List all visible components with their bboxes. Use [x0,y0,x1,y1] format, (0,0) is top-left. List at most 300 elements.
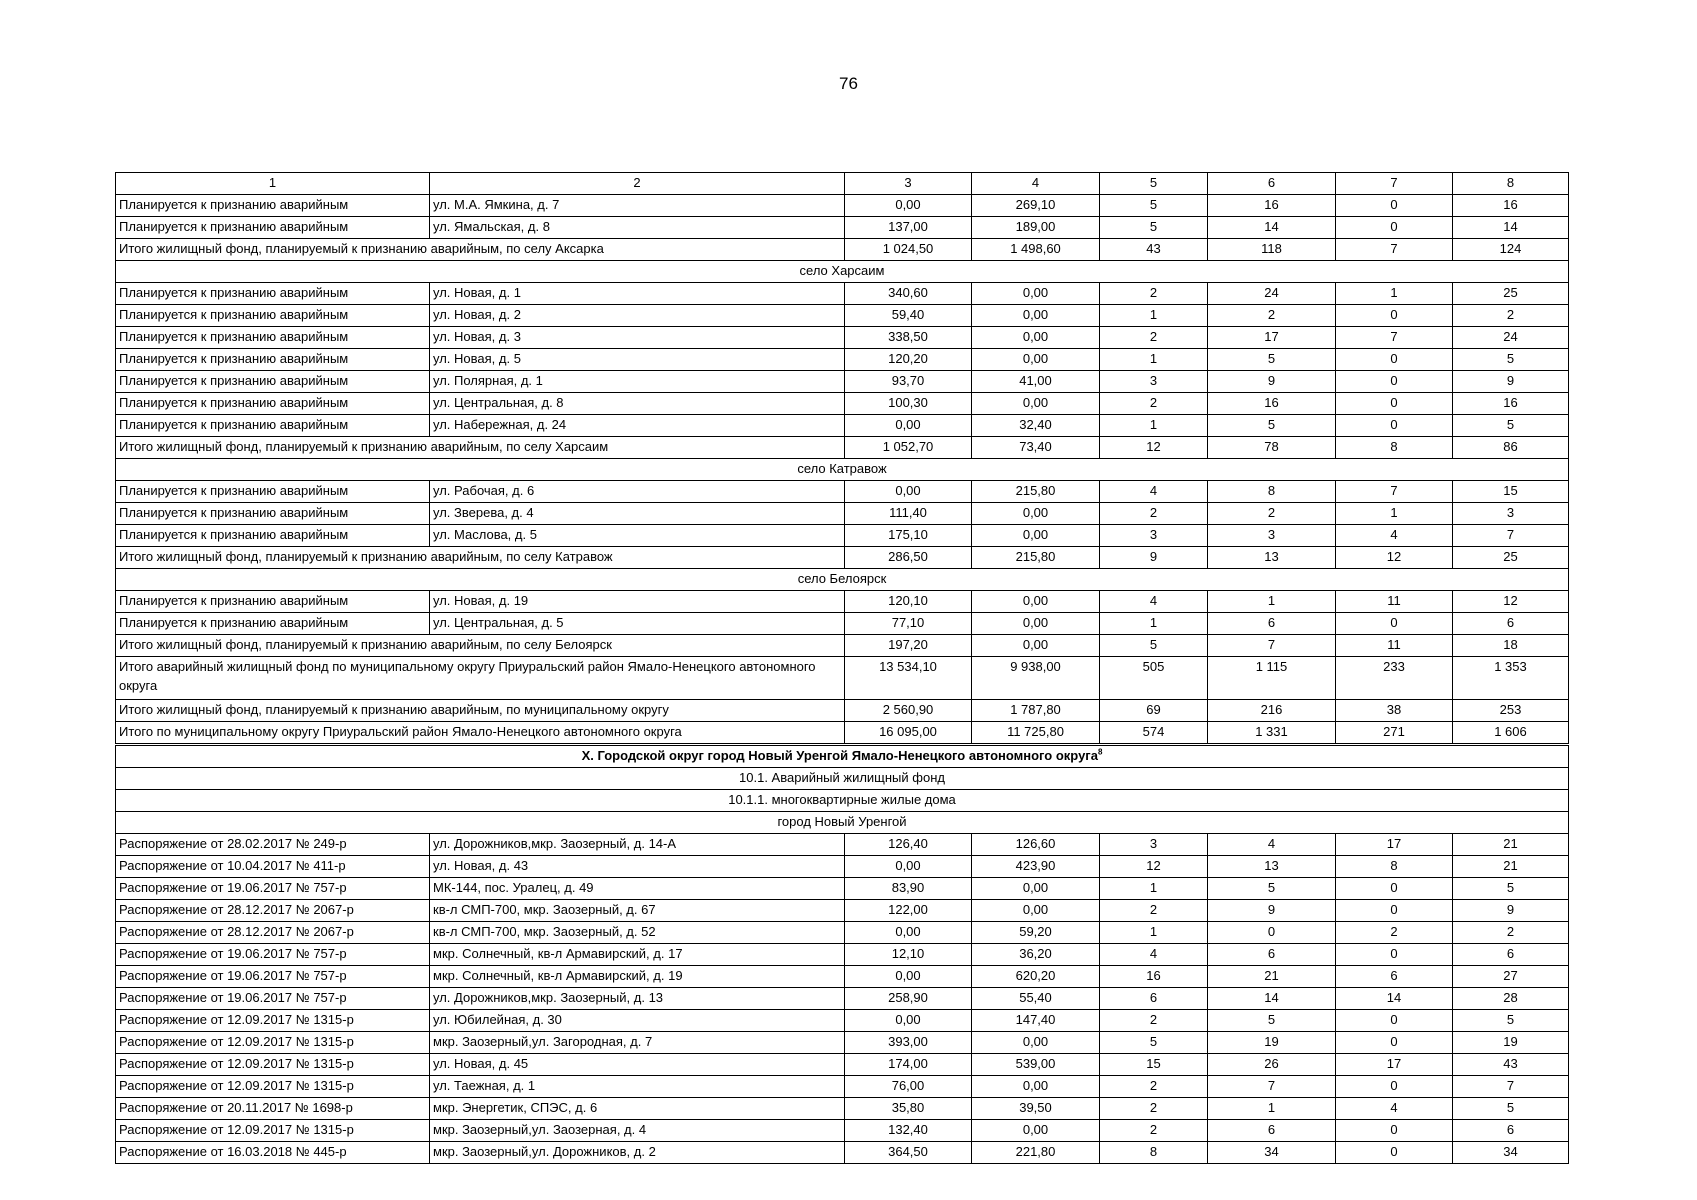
total-label: Итого жилищный фонд, планируемый к признанию аварийным, по селу Аксарка [116,239,845,261]
value-cell: 0 [1208,922,1336,944]
address-cell: ул. Центральная, д. 8 [430,393,845,415]
section-label: 10.1. Аварийный жилищный фонд [116,768,1569,790]
document-cell: Планируется к признанию аварийным [116,327,430,349]
address-cell: кв-л СМП-700, мкр. Заозерный, д. 67 [430,900,845,922]
table-row [116,195,1569,217]
value-cell: 5 [1453,878,1569,900]
value-cell: 5 [1100,217,1208,239]
address-cell: мкр. Солнечный, кв-л Армавирский, д. 17 [430,944,845,966]
value-cell: 147,40 [972,1010,1100,1032]
document-cell: Планируется к признанию аварийным [116,371,430,393]
value-cell: 111,40 [845,503,972,525]
value-cell: 14 [1208,988,1336,1010]
value-cell: 28 [1453,988,1569,1010]
total-value-cell: 197,20 [845,635,972,657]
value-cell: 16 [1453,393,1569,415]
document-cell: Распоряжение от 19.06.2017 № 757-р [116,966,430,988]
value-cell: 16 [1208,195,1336,217]
value-cell: 364,50 [845,1142,972,1164]
value-cell: 5 [1208,415,1336,437]
section-row [116,768,1569,790]
section-label: село Харсаим [116,261,1569,283]
value-cell: 3 [1208,525,1336,547]
header-cell: 7 [1336,173,1453,195]
value-cell: 0,00 [972,878,1100,900]
value-cell: 175,10 [845,525,972,547]
section-label: 10.1.1. многоквартирные жилые дома [116,790,1569,812]
table-row [116,834,1569,856]
address-cell: ул. Дорожников,мкр. Заозерный, д. 14-А [430,834,845,856]
table-row [116,1076,1569,1098]
value-cell: 34 [1453,1142,1569,1164]
table-row [116,525,1569,547]
value-cell: 620,20 [972,966,1100,988]
value-cell: 120,20 [845,349,972,371]
value-cell: 6 [1208,613,1336,635]
value-cell: 0,00 [845,415,972,437]
header-cell: 6 [1208,173,1336,195]
value-cell: 100,30 [845,393,972,415]
address-cell: ул. Ямальская, д. 8 [430,217,845,239]
value-cell: 4 [1100,944,1208,966]
document-cell: Распоряжение от 19.06.2017 № 757-р [116,878,430,900]
value-cell: 1 [1100,878,1208,900]
document-cell: Планируется к признанию аварийным [116,283,430,305]
value-cell: 43 [1453,1054,1569,1076]
total-value-cell: 7 [1336,239,1453,261]
table-row [116,1098,1569,1120]
value-cell: 7 [1336,481,1453,503]
value-cell: 3 [1100,834,1208,856]
value-cell: 2 [1100,1076,1208,1098]
value-cell: 338,50 [845,327,972,349]
table-row [116,966,1569,988]
value-cell: 0,00 [972,591,1100,613]
document-cell: Распоряжение от 12.09.2017 № 1315-р [116,1120,430,1142]
table-row [116,1142,1569,1164]
total-value-cell: 69 [1100,700,1208,722]
value-cell: 137,00 [845,217,972,239]
total-row [116,547,1569,569]
total-value-cell: 1 331 [1208,722,1336,745]
value-cell: 21 [1208,966,1336,988]
address-cell: мкр. Солнечный, кв-л Армавирский, д. 19 [430,966,845,988]
value-cell: 7 [1453,1076,1569,1098]
value-cell: 221,80 [972,1142,1100,1164]
total-value-cell: 12 [1336,547,1453,569]
value-cell: 21 [1453,834,1569,856]
header-row [116,173,1569,195]
value-cell: 0 [1336,415,1453,437]
value-cell: 7 [1208,1076,1336,1098]
value-cell: 24 [1208,283,1336,305]
value-cell: 2 [1100,900,1208,922]
address-cell: ул. Набережная, д. 24 [430,415,845,437]
table-row [116,415,1569,437]
value-cell: 0,00 [972,327,1100,349]
total-row [116,437,1569,459]
document-cell: Распоряжение от 28.12.2017 № 2067-р [116,922,430,944]
value-cell: 126,60 [972,834,1100,856]
value-cell: 0 [1336,1010,1453,1032]
value-cell: 2 [1100,1098,1208,1120]
address-cell: ул. Новая, д. 5 [430,349,845,371]
section-label: село Катравож [116,459,1569,481]
value-cell: 7 [1453,525,1569,547]
value-cell: 0 [1336,944,1453,966]
value-cell: 0 [1336,371,1453,393]
section-row [116,569,1569,591]
table-row [116,1010,1569,1032]
value-cell: 6 [1453,1120,1569,1142]
value-cell: 14 [1208,217,1336,239]
table-row [116,349,1569,371]
value-cell: 6 [1453,613,1569,635]
value-cell: 12 [1100,856,1208,878]
total-value-cell: 574 [1100,722,1208,745]
value-cell: 122,00 [845,900,972,922]
document-cell: Планируется к признанию аварийным [116,591,430,613]
value-cell: 0 [1336,1032,1453,1054]
address-cell: ул. Зверева, д. 4 [430,503,845,525]
total-value-cell: 0,00 [972,635,1100,657]
value-cell: 16 [1453,195,1569,217]
value-cell: 8 [1100,1142,1208,1164]
total-value-cell: 13 534,10 [845,657,972,700]
total-value-cell: 73,40 [972,437,1100,459]
value-cell: 4 [1336,1098,1453,1120]
value-cell: 93,70 [845,371,972,393]
value-cell: 36,20 [972,944,1100,966]
value-cell: 539,00 [972,1054,1100,1076]
value-cell: 14 [1453,217,1569,239]
value-cell: 174,00 [845,1054,972,1076]
value-cell: 19 [1208,1032,1336,1054]
section-row [116,459,1569,481]
total-value-cell: 505 [1100,657,1208,700]
chapter-heading-text: X. Городской округ город Новый Уренгой Ямало-Ненецкого автономного округа [581,748,1098,763]
table-row [116,1054,1569,1076]
total-value-cell: 25 [1453,547,1569,569]
value-cell: 0,00 [972,525,1100,547]
value-cell: 0 [1336,393,1453,415]
table-row [116,944,1569,966]
total-label: Итого жилищный фонд, планируемый к признанию аварийным, по муниципальному округу [116,700,845,722]
value-cell: 1 [1100,415,1208,437]
total-value-cell: 86 [1453,437,1569,459]
table-row [116,1032,1569,1054]
value-cell: 17 [1336,1054,1453,1076]
value-cell: 2 [1336,922,1453,944]
value-cell: 12 [1453,591,1569,613]
total-row [116,657,1569,700]
value-cell: 0,00 [972,1120,1100,1142]
table-row [116,900,1569,922]
value-cell: 59,20 [972,922,1100,944]
total-value-cell: 124 [1453,239,1569,261]
value-cell: 1 [1100,305,1208,327]
value-cell: 0,00 [845,195,972,217]
header-cell: 2 [430,173,845,195]
document-cell: Распоряжение от 19.06.2017 № 757-р [116,944,430,966]
value-cell: 0 [1336,217,1453,239]
value-cell: 2 [1453,922,1569,944]
table-row [116,305,1569,327]
document-cell: Планируется к признанию аварийным [116,525,430,547]
total-value-cell: 271 [1336,722,1453,745]
total-value-cell: 253 [1453,700,1569,722]
value-cell: 258,90 [845,988,972,1010]
total-value-cell: 1 606 [1453,722,1569,745]
table-row [116,283,1569,305]
value-cell: 39,50 [972,1098,1100,1120]
document-cell: Распоряжение от 12.09.2017 № 1315-р [116,1032,430,1054]
document-cell: Планируется к признанию аварийным [116,349,430,371]
value-cell: 1 [1100,349,1208,371]
table-row [116,217,1569,239]
total-value-cell: 2 560,90 [845,700,972,722]
total-value-cell: 13 [1208,547,1336,569]
value-cell: 6 [1100,988,1208,1010]
total-value-cell: 215,80 [972,547,1100,569]
value-cell: 5 [1453,349,1569,371]
value-cell: 5 [1453,1098,1569,1120]
value-cell: 0 [1336,349,1453,371]
total-value-cell: 7 [1208,635,1336,657]
total-value-cell: 11 725,80 [972,722,1100,745]
value-cell: 0,00 [845,1010,972,1032]
document-cell: Распоряжение от 19.06.2017 № 757-р [116,988,430,1010]
total-value-cell: 1 787,80 [972,700,1100,722]
page-number: 76 [839,74,858,93]
total-label: Итого по муниципальному округу Приуральский район Ямало-Ненецкого автономного округа [116,722,845,745]
table-row [116,481,1569,503]
document-cell: Планируется к признанию аварийным [116,393,430,415]
table-row [116,1120,1569,1142]
total-value-cell: 18 [1453,635,1569,657]
value-cell: 3 [1100,525,1208,547]
total-value-cell: 1 353 [1453,657,1569,700]
footnote-marker: 8 [1097,747,1103,757]
section-row [116,812,1569,834]
value-cell: 5 [1208,878,1336,900]
address-cell: мкр. Заозерный,ул. Дорожников, д. 2 [430,1142,845,1164]
total-value-cell: 9 938,00 [972,657,1100,700]
section-row [116,261,1569,283]
value-cell: 1 [1208,591,1336,613]
total-value-cell: 1 498,60 [972,239,1100,261]
total-value-cell: 11 [1336,635,1453,657]
document-cell: Распоряжение от 20.11.2017 № 1698-р [116,1098,430,1120]
value-cell: 0 [1336,613,1453,635]
table-row [116,327,1569,349]
value-cell: 0,00 [972,503,1100,525]
total-value-cell: 5 [1100,635,1208,657]
value-cell: 0,00 [972,613,1100,635]
value-cell: 1 [1336,503,1453,525]
value-cell: 12,10 [845,944,972,966]
value-cell: 5 [1208,349,1336,371]
address-cell: ул. Маслова, д. 5 [430,525,845,547]
document-cell: Планируется к признанию аварийным [116,613,430,635]
table-row [116,503,1569,525]
table-row [116,591,1569,613]
housing-fund-table [115,172,1569,1164]
value-cell: 0,00 [972,305,1100,327]
header-cell: 8 [1453,173,1569,195]
total-label: Итого аварийный жилищный фонд по муниципальному округу Приуральский район Ямало-Ненецкого автономного округа [116,657,845,700]
value-cell: 269,10 [972,195,1100,217]
table-row [116,393,1569,415]
address-cell: ул. М.А. Ямкина, д. 7 [430,195,845,217]
header-cell: 1 [116,173,430,195]
chapter-heading [116,745,1569,768]
table-row [116,613,1569,635]
value-cell: 9 [1208,900,1336,922]
value-cell: 126,40 [845,834,972,856]
value-cell: 2 [1100,1120,1208,1142]
total-value-cell: 1 024,50 [845,239,972,261]
total-row [116,700,1569,722]
address-cell: ул. Дорожников,мкр. Заозерный, д. 13 [430,988,845,1010]
value-cell: 0,00 [972,393,1100,415]
value-cell: 17 [1336,834,1453,856]
document-cell: Распоряжение от 12.09.2017 № 1315-р [116,1054,430,1076]
address-cell: ул. Новая, д. 43 [430,856,845,878]
document-cell: Распоряжение от 12.09.2017 № 1315-р [116,1076,430,1098]
value-cell: 0,00 [845,966,972,988]
section-row [116,790,1569,812]
value-cell: 76,00 [845,1076,972,1098]
document-cell: Планируется к признанию аварийным [116,503,430,525]
document-cell: Распоряжение от 12.09.2017 № 1315-р [116,1010,430,1032]
value-cell: 2 [1208,503,1336,525]
address-cell: МК-144, пос. Уралец, д. 49 [430,878,845,900]
address-cell: мкр. Заозерный,ул. Заозерная, д. 4 [430,1120,845,1142]
value-cell: 16 [1208,393,1336,415]
address-cell: ул. Полярная, д. 1 [430,371,845,393]
value-cell: 4 [1100,481,1208,503]
value-cell: 5 [1453,1010,1569,1032]
total-value-cell: 16 095,00 [845,722,972,745]
section-label: село Белоярск [116,569,1569,591]
value-cell: 120,10 [845,591,972,613]
total-value-cell: 233 [1336,657,1453,700]
value-cell: 27 [1453,966,1569,988]
chapter-heading-row [116,745,1569,768]
total-value-cell: 38 [1336,700,1453,722]
value-cell: 4 [1100,591,1208,613]
value-cell: 17 [1208,327,1336,349]
value-cell: 8 [1336,856,1453,878]
value-cell: 77,10 [845,613,972,635]
address-cell: ул. Юбилейная, д. 30 [430,1010,845,1032]
total-value-cell: 12 [1100,437,1208,459]
value-cell: 2 [1100,393,1208,415]
address-cell: ул. Рабочая, д. 6 [430,481,845,503]
address-cell: кв-л СМП-700, мкр. Заозерный, д. 52 [430,922,845,944]
value-cell: 21 [1453,856,1569,878]
value-cell: 35,80 [845,1098,972,1120]
document-cell: Распоряжение от 10.04.2017 № 411-р [116,856,430,878]
value-cell: 15 [1100,1054,1208,1076]
value-cell: 1 [1100,613,1208,635]
value-cell: 14 [1336,988,1453,1010]
value-cell: 0 [1336,1142,1453,1164]
address-cell: мкр. Заозерный,ул. Загородная, д. 7 [430,1032,845,1054]
value-cell: 1 [1208,1098,1336,1120]
value-cell: 19 [1453,1032,1569,1054]
value-cell: 11 [1336,591,1453,613]
value-cell: 0,00 [972,1076,1100,1098]
value-cell: 3 [1100,371,1208,393]
document-cell: Планируется к признанию аварийным [116,415,430,437]
table-body [116,173,1569,1164]
value-cell: 2 [1100,1010,1208,1032]
value-cell: 340,60 [845,283,972,305]
table-row [116,988,1569,1010]
value-cell: 26 [1208,1054,1336,1076]
value-cell: 3 [1453,503,1569,525]
address-cell: ул. Новая, д. 1 [430,283,845,305]
value-cell: 32,40 [972,415,1100,437]
value-cell: 6 [1208,1120,1336,1142]
header-cell: 4 [972,173,1100,195]
value-cell: 25 [1453,283,1569,305]
value-cell: 0 [1336,1120,1453,1142]
document-cell: Распоряжение от 28.12.2017 № 2067-р [116,900,430,922]
value-cell: 24 [1453,327,1569,349]
total-value-cell: 8 [1336,437,1453,459]
total-value-cell: 118 [1208,239,1336,261]
value-cell: 0,00 [972,283,1100,305]
value-cell: 8 [1208,481,1336,503]
value-cell: 13 [1208,856,1336,878]
total-row [116,722,1569,745]
value-cell: 83,90 [845,878,972,900]
value-cell: 0,00 [972,1032,1100,1054]
value-cell: 5 [1208,1010,1336,1032]
value-cell: 132,40 [845,1120,972,1142]
header-cell: 5 [1100,173,1208,195]
total-row [116,239,1569,261]
value-cell: 0 [1336,878,1453,900]
value-cell: 1 [1100,922,1208,944]
value-cell: 2 [1100,327,1208,349]
value-cell: 7 [1336,327,1453,349]
table-row [116,371,1569,393]
address-cell: ул. Новая, д. 45 [430,1054,845,1076]
total-value-cell: 286,50 [845,547,972,569]
value-cell: 0,00 [845,481,972,503]
value-cell: 5 [1453,415,1569,437]
value-cell: 0 [1336,900,1453,922]
value-cell: 16 [1100,966,1208,988]
document-cell: Распоряжение от 16.03.2018 № 445-р [116,1142,430,1164]
total-value-cell: 78 [1208,437,1336,459]
table-row [116,922,1569,944]
value-cell: 0 [1336,1076,1453,1098]
address-cell: ул. Новая, д. 2 [430,305,845,327]
value-cell: 15 [1453,481,1569,503]
address-cell: ул. Новая, д. 19 [430,591,845,613]
value-cell: 393,00 [845,1032,972,1054]
address-cell: мкр. Энергетик, СПЭС, д. 6 [430,1098,845,1120]
total-row [116,635,1569,657]
section-label: город Новый Уренгой [116,812,1569,834]
value-cell: 0,00 [845,856,972,878]
value-cell: 189,00 [972,217,1100,239]
